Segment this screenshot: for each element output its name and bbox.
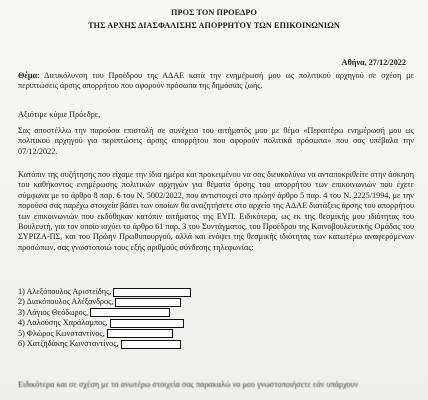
list-item-number: 3) bbox=[18, 307, 25, 317]
redaction-box bbox=[107, 329, 173, 338]
letter-date: Αθήνα, 27/12/2022 bbox=[341, 58, 406, 67]
subject-label: Θέμα: bbox=[18, 71, 40, 80]
redaction-box bbox=[110, 319, 184, 328]
list-item-name: Διακόπουλος Αλέξανδρος, bbox=[26, 297, 114, 307]
list-item-name: Λάγιος Θεόδωρος, bbox=[26, 307, 89, 317]
redaction-box bbox=[121, 340, 181, 349]
list-item-name: Χατζηδάκης Κωνσταντίνος, bbox=[26, 338, 119, 348]
continuation-text: Ειδικότερα και σε σχέση με τα ανωτέρω στοιχεία σας παρακαλώ να μου γνωστοποιήσετε εάν υπάρχουν bbox=[18, 380, 359, 389]
list-item-name: Αλεξόπουλος Αριστείδης, bbox=[26, 287, 112, 296]
list-item bbox=[18, 308, 191, 318]
list-item-name: Λαλούσης Χαράλαμπος, bbox=[26, 318, 108, 328]
recipient-line-1: ΠΡΟΣ ΤΟΝ ΠΡΟΕΔΡΟ bbox=[171, 8, 257, 17]
phone-number-list bbox=[18, 287, 191, 349]
redaction-box bbox=[115, 298, 181, 307]
list-item-number: 6) bbox=[18, 338, 25, 348]
list-item-number: 5) bbox=[18, 328, 25, 338]
body-paragraph-1: Σας αποστέλλω την παρούσα επιστολή σε συνέχεια του αιτήματός μου με θέμα «Περαιτέρω ενημέρωσή μου ως πολιτικού αρχηγού για περιπτώσεις άρσης απορρήτου που αφορούν πολιτικά πρόσωπα» που σας υπέβαλα την 07/12/2022. bbox=[18, 126, 414, 156]
list-item bbox=[18, 318, 191, 328]
salutation: Αξιότιμε κύριε Πρόεδρε, bbox=[18, 110, 101, 119]
subject-text: Διευκόλυνση του Προέδρου της ΑΔΑΕ κατά την ενημέρωσή μου ως πολιτικού αρχηγού σε σχέση με περιπτώσεις άρσης απορρήτου που αφορούν πρόσωπα της δημόσιας ζωής. bbox=[18, 71, 414, 91]
body-paragraph-2: Κατόπιν της συζήτησης που είχαμε την ίδια ημέρα και προκειμένου να σας διευκολύνω να ανταποκριθείτε στην άσκηση του καθήκοντος ενημέρωσης πολιτικών αρχηγών για θέματα άρσης του απορρήτου των επικοινωνιών που έχετε σύμφωνα με το άρθρο 8 παρ. 6 του Ν. 5002/2022, που αντιστοιχεί στο πρώην άρθρο 5 παρ. 4 του Ν. 2225/1994, με την παρούσα σας παρέχω στοιχεία βάσει των οποίων θα αναζητήσετε στο αρχείο της ΑΔΑΕ διατάξεις άρσης του απορρήτου των επικοινωνιών που εκδόθηκαν κατόπιν αιτήματος της ΕΥΠ. Ειδικότερα, ως εκ της θεσμικής μου ιδιότητας του Βουλευτή, για τον οποίο ισχύει το άρθρο 61 παρ. 3 του Συντάγματος, του Προέδρου της Κοινοβουλευτικής Ομάδας του ΣΥΡΙΖΑ-ΠΣ, και του Πρώην Πρωθυπουργού, αλλά και ενόψει της θεσμικής ιδιότητας των κατωτέρω αναφερόμενων προσώπων, σας γνωστοποιώ τους εξής αριθμούς σύνδεσης τηλεφωνίας: bbox=[18, 170, 414, 252]
list-item bbox=[18, 287, 191, 297]
redaction-box bbox=[113, 288, 191, 297]
list-item bbox=[18, 339, 191, 349]
recipient-line-2: ΤΗΣ ΑΡΧΗΣ ΔΙΑΣΦΑΛΙΣΗΣ ΑΠΟΡΡΗΤΟΥ ΤΩΝ ΕΠΙΚΟΙΝΩΝΙΩΝ bbox=[88, 21, 340, 30]
list-item bbox=[18, 297, 191, 307]
list-item-number: 1) bbox=[18, 287, 25, 296]
list-item-number: 2) bbox=[18, 297, 25, 307]
list-item bbox=[18, 329, 191, 339]
list-item-number: 4) bbox=[18, 318, 25, 328]
subject-paragraph bbox=[18, 71, 414, 92]
redaction-box bbox=[90, 308, 170, 317]
list-item-name: Φλώρος Κωνσταντίνος, bbox=[26, 328, 105, 338]
